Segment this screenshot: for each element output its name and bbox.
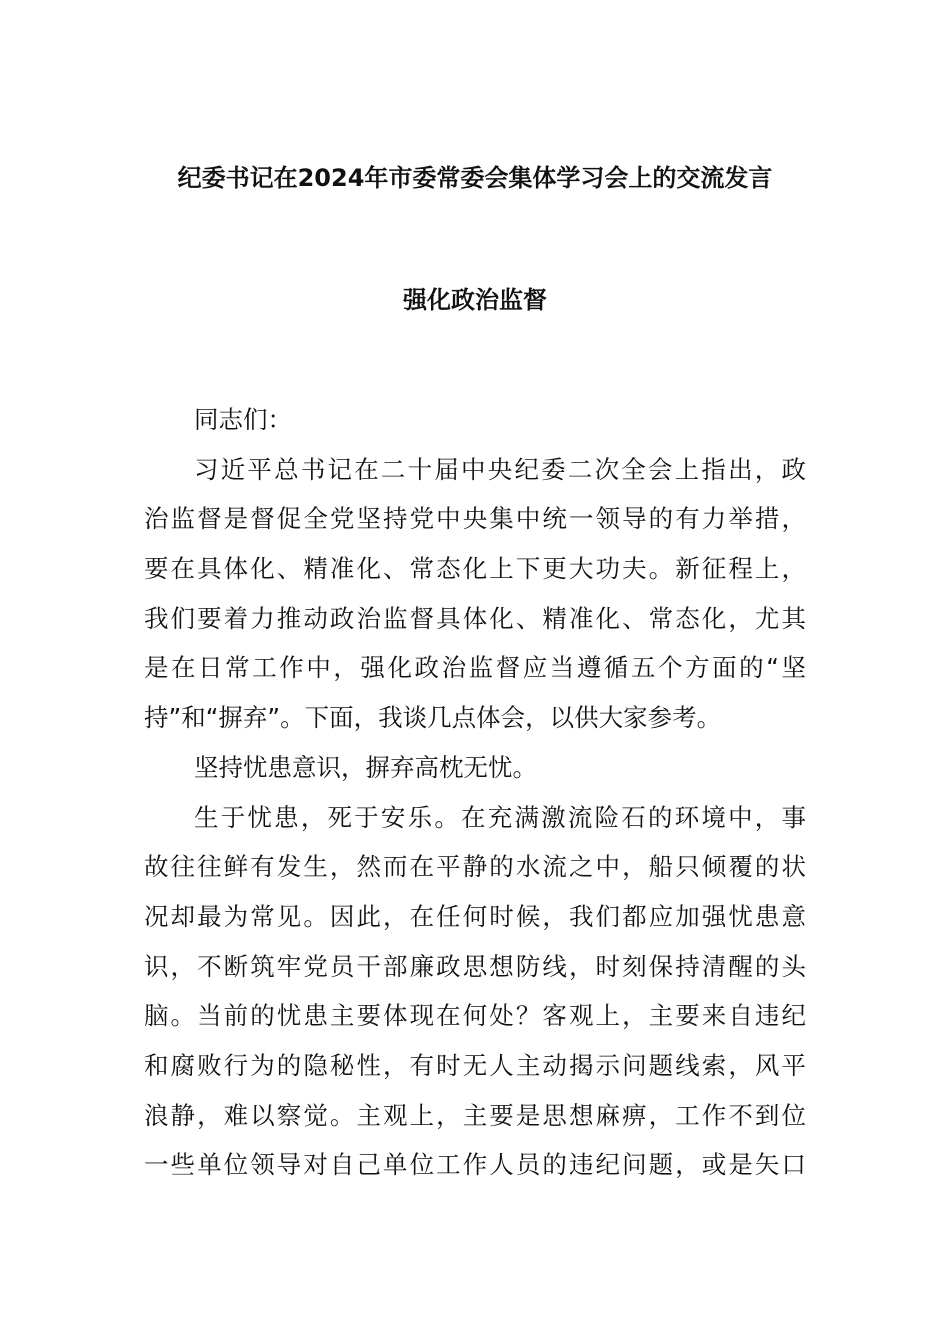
body-line: 是在日常工作中，强化政治监督应当遵循五个方面的“坚 [144, 653, 806, 683]
body-line: 持”和“摒弃”。下面，我谈几点体会，以供大家参考。 [144, 703, 722, 733]
body-line: 同志们： [194, 405, 292, 434]
body-line: 况却最为常见。因此，在任何时候，我们都应加强忧患意 [144, 901, 806, 931]
document-subtitle: 强化政治监督 [403, 286, 547, 314]
document-body [144, 400, 806, 1195]
body-line: 脑。当前的忧患主要体现在何处？客观上，主要来自违纪 [144, 1001, 806, 1031]
body-line: 生于忧患，死于安乐。在充满激流险石的环境中，事 [194, 802, 806, 832]
body-line: 习近平总书记在二十届中央纪委二次全会上指出，政 [194, 454, 806, 484]
body-line: 浪静，难以察觉。主观上，主要是思想麻痹，工作不到位 [144, 1100, 806, 1130]
body-line: 故往往鲜有发生，然而在平静的水流之中，船只倾覆的状 [144, 852, 806, 882]
document-title: 纪委书记在2024年市委常委会集体学习会上的交流发言 [177, 164, 773, 192]
body-line: 识，不断筑牢党员干部廉政思想防线，时刻保持清醒的头 [144, 951, 806, 981]
body-line: 一些单位领导对自己单位工作人员的违纪问题，或是矢口 [144, 1150, 806, 1180]
body-line: 坚持忧患意识，摒弃高枕无忧。 [194, 752, 537, 782]
body-line: 和腐败行为的隐秘性，有时无人主动揭示问题线索，风平 [144, 1050, 806, 1080]
body-line: 要在具体化、精准化、常态化上下更大功夫。新征程上， [144, 554, 806, 584]
body-line: 治监督是督促全党坚持党中央集中统一领导的有力举措， [144, 504, 806, 534]
body-line: 我们要着力推动政治监督具体化、精准化、常态化，尤其 [144, 603, 806, 633]
